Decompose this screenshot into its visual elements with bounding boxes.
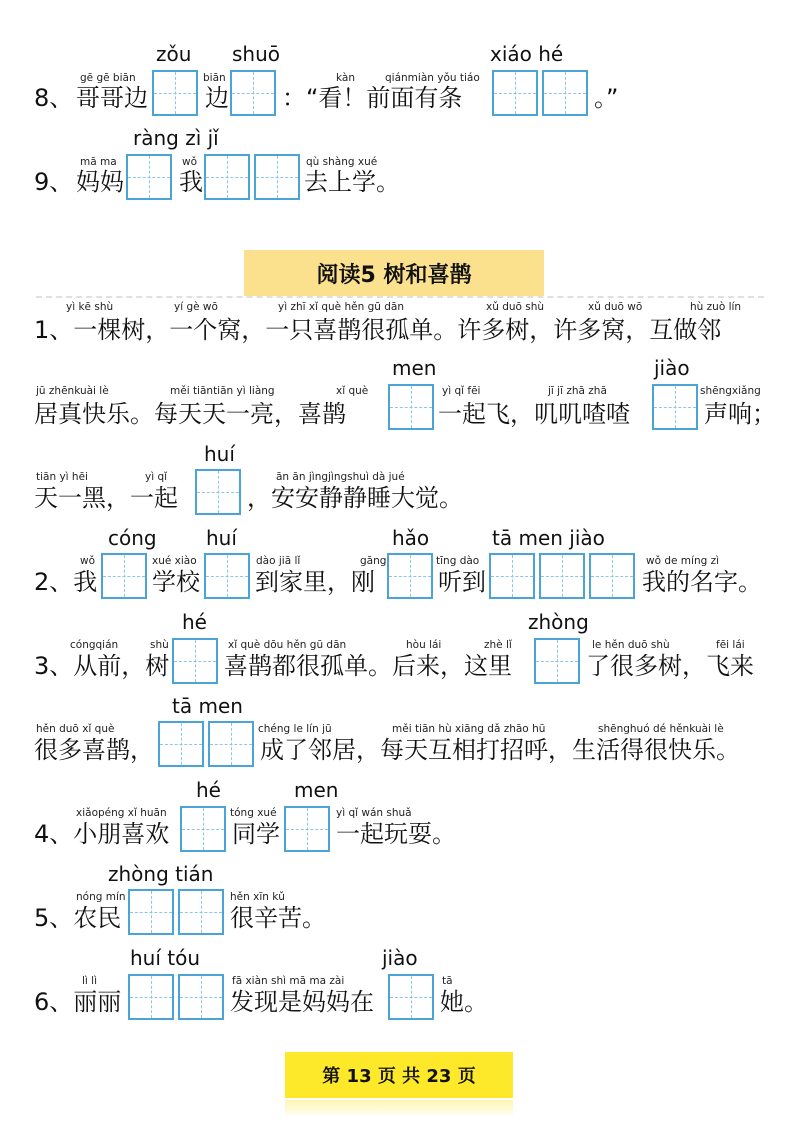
text: 了很多树，飞来 <box>586 652 754 680</box>
small-pinyin: xǐ què dōu hěn gū dān <box>228 639 347 651</box>
answer-box[interactable] <box>542 70 588 116</box>
pinyin: huí tóu <box>130 946 201 970</box>
small-pinyin: biān <box>203 72 226 84</box>
small-pinyin: hòu lái <box>406 639 442 651</box>
small-pinyin: wǒ <box>80 555 96 567</box>
small-pinyin: hěn duō xǐ què <box>36 723 115 735</box>
answer-box[interactable] <box>178 974 224 1020</box>
answer-box[interactable] <box>652 384 698 430</box>
section-title: 阅读5 树和喜鹊 <box>244 250 544 296</box>
answer-box[interactable] <box>589 553 635 599</box>
pinyin: hǎo <box>392 526 430 550</box>
small-pinyin: yì qǐ fēi <box>442 385 481 397</box>
small-pinyin: tīng dào <box>436 555 480 567</box>
small-pinyin: fēi lái <box>716 639 745 651</box>
text: 2、我 <box>34 568 98 596</box>
small-pinyin: shēngxiǎng <box>700 385 761 397</box>
answer-box[interactable] <box>284 806 330 852</box>
answer-box[interactable] <box>152 70 198 116</box>
answer-box[interactable] <box>534 638 580 684</box>
answer-box[interactable] <box>254 154 300 200</box>
answer-box[interactable] <box>492 70 538 116</box>
answer-box[interactable] <box>128 974 174 1020</box>
passage-line: ，安安静静睡大觉。 <box>247 484 463 512</box>
text: 6、丽丽 <box>34 988 122 1016</box>
small-pinyin: qiánmiàn yǒu tiáo <box>385 72 480 84</box>
small-pinyin: shù <box>150 639 169 651</box>
small-pinyin: tóng xué <box>230 807 277 819</box>
small-pinyin: jū zhēnkuài lè <box>36 385 109 397</box>
answer-box[interactable] <box>195 469 241 515</box>
small-pinyin: chéng le lín jū <box>258 723 332 735</box>
pinyin: jiào <box>654 356 690 380</box>
small-pinyin: tiān yì hēi <box>36 471 88 483</box>
small-pinyin: cóngqián <box>70 639 119 651</box>
pinyin: huí <box>206 526 237 550</box>
small-pinyin: nóng mín <box>76 891 126 903</box>
passage-line: 天一黑，一起 <box>34 484 178 512</box>
pinyin: men <box>392 356 437 380</box>
small-pinyin: měi tiāntiān yì liàng <box>170 385 275 397</box>
answer-box[interactable] <box>204 154 250 200</box>
small-pinyin: qù shàng xué <box>306 156 378 168</box>
passage-line: 一起飞，叽叽喳喳 <box>438 400 630 428</box>
small-pinyin: yì zhī xǐ què hěn gū dān <box>278 301 404 313</box>
passage-line: 声响； <box>704 400 776 428</box>
small-pinyin: xǐ què <box>336 385 369 397</box>
small-pinyin: xiǎopéng xǐ huān <box>76 807 167 819</box>
divider <box>36 296 764 298</box>
answer-box[interactable] <box>230 70 276 116</box>
pinyin: men <box>294 778 339 802</box>
answer-box[interactable] <box>158 721 204 767</box>
small-pinyin: jī jī zhā zhā <box>548 385 607 397</box>
small-pinyin: shēnghuó dé hěnkuài lè <box>598 723 724 735</box>
answer-box[interactable] <box>178 889 224 935</box>
question-number: 8、 <box>34 84 74 112</box>
small-pinyin: yì qǐ <box>145 471 168 483</box>
text: 3、从前，树 <box>34 652 170 680</box>
text: ：“看！前面有条 <box>282 84 463 112</box>
footer-shadow <box>285 1100 513 1118</box>
small-pinyin: lì lì <box>82 975 98 987</box>
answer-box[interactable] <box>388 384 434 430</box>
text: 喜鹊都很孤单。后来，这里 <box>224 652 512 680</box>
text: 她。 <box>440 988 488 1016</box>
answer-box[interactable] <box>101 553 147 599</box>
small-pinyin: gē gē biān <box>80 72 136 84</box>
pinyin: tā men jiào <box>492 526 605 550</box>
small-pinyin: kàn <box>336 72 355 84</box>
small-pinyin: mā ma <box>80 156 117 168</box>
text: 去上学。 <box>304 168 400 196</box>
pinyin: tā men <box>172 694 243 718</box>
answer-box[interactable] <box>387 553 433 599</box>
small-pinyin: fā xiàn shì mā ma zài <box>232 975 345 987</box>
text: 听到 <box>438 568 486 596</box>
text: 我 <box>179 168 203 196</box>
text: 一起玩耍。 <box>336 820 456 848</box>
question-number: 9、 <box>34 168 74 196</box>
small-pinyin: xué xiào <box>152 555 197 567</box>
pinyin: xiáo hé <box>490 42 564 66</box>
answer-box[interactable] <box>539 553 585 599</box>
passage-line: 居真快乐。每天天一亮，喜鹊 <box>34 400 346 428</box>
text: 同学 <box>232 820 280 848</box>
answer-box[interactable] <box>126 154 172 200</box>
text: 边 <box>205 84 229 112</box>
small-pinyin: gāng <box>360 555 387 567</box>
text: 我的名字。 <box>642 568 762 596</box>
small-pinyin: hěn xīn kǔ <box>230 891 285 903</box>
small-pinyin: yí gè wō <box>174 301 218 313</box>
small-pinyin: zhè lǐ <box>484 639 512 651</box>
pinyin: hé <box>196 778 221 802</box>
small-pinyin: tā <box>442 975 453 987</box>
text: 成了邻居，每天互相打招呼，生活得很快乐。 <box>260 736 740 764</box>
pinyin: zhòng <box>528 610 589 634</box>
text: 4、小朋喜欢 <box>34 820 170 848</box>
pinyin: ràng zì jǐ <box>133 126 219 150</box>
small-pinyin: dào jiā lǐ <box>256 555 301 567</box>
small-pinyin: le hěn duō shù <box>592 639 670 651</box>
text: 哥哥边 <box>76 84 148 112</box>
answer-box[interactable] <box>180 806 226 852</box>
small-pinyin: yì qǐ wán shuǎ <box>336 807 412 819</box>
small-pinyin: wǒ <box>182 156 198 168</box>
answer-box[interactable] <box>489 553 535 599</box>
text: 学校 <box>152 568 200 596</box>
small-pinyin: ān ān jìngjìngshuì dà jué <box>276 471 405 483</box>
answer-box[interactable] <box>204 553 250 599</box>
small-pinyin: hù zuò lín <box>690 301 742 313</box>
text: 很多喜鹊， <box>34 736 154 764</box>
pinyin: jiào <box>382 946 418 970</box>
pinyin: hé <box>182 610 207 634</box>
small-pinyin: měi tiān hù xiāng dǎ zhāo hū <box>392 723 546 735</box>
text: 到家里，刚 <box>255 568 375 596</box>
pinyin: zǒu <box>156 42 192 66</box>
text: 5、农民 <box>34 904 122 932</box>
small-pinyin: wǒ de míng zì <box>646 555 720 567</box>
small-pinyin: xǔ duō shù <box>486 301 545 313</box>
small-pinyin: xǔ duō wō <box>588 301 643 313</box>
passage-line: 1、一棵树，一个窝，一只喜鹊很孤单。许多树，许多窝，互做邻 <box>34 316 722 344</box>
page-indicator: 第 13 页 共 23 页 <box>285 1052 513 1098</box>
answer-box[interactable] <box>172 638 218 684</box>
small-pinyin: yì kē shù <box>66 301 114 313</box>
pinyin: huí <box>204 442 235 466</box>
text: 妈妈 <box>76 168 124 196</box>
answer-box[interactable] <box>128 889 174 935</box>
text: 。” <box>594 84 619 112</box>
pinyin: cóng <box>108 526 157 550</box>
pinyin: zhòng tián <box>108 862 214 886</box>
answer-box[interactable] <box>208 721 254 767</box>
answer-box[interactable] <box>388 974 434 1020</box>
text: 发现是妈妈在 <box>230 988 374 1016</box>
text: 很辛苦。 <box>230 904 326 932</box>
pinyin: shuō <box>232 42 281 66</box>
